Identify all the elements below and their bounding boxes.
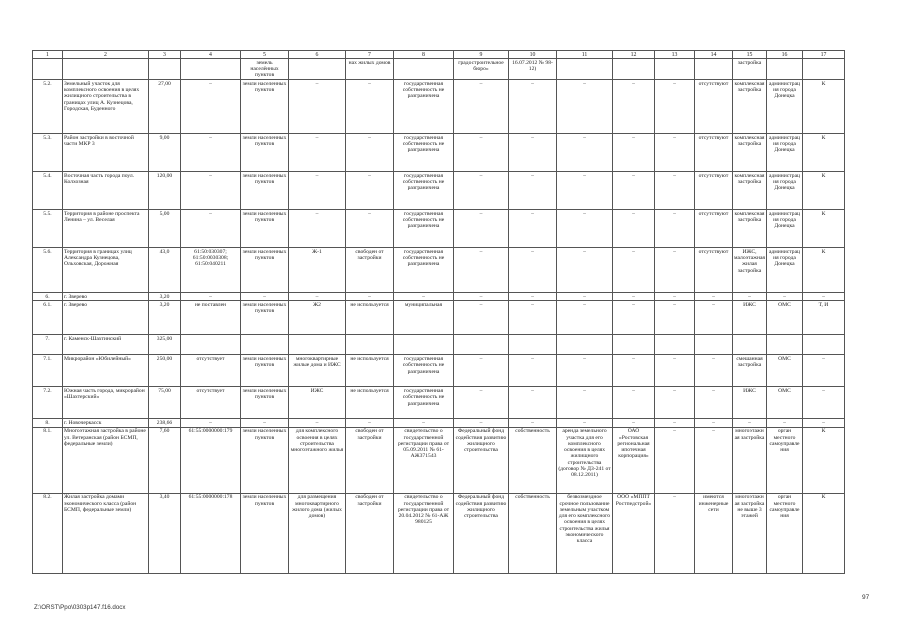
table-row (33, 387, 845, 419)
table-cell: свободен от застройки (346, 493, 394, 573)
table-cell: государственная собственность не разграничена (394, 172, 454, 210)
table-cell: комплексная застройка (733, 134, 767, 172)
table-cell: – (509, 248, 557, 293)
table-cell (181, 59, 241, 80)
table-cell: – (454, 387, 509, 419)
table-row (33, 59, 845, 80)
table-row (33, 355, 845, 387)
table-cell: К (803, 493, 845, 573)
table-cell: – (241, 293, 289, 301)
table-cell: Жилая застройка домами экономического класса (район БСМП, федеральные земли) (63, 493, 149, 573)
table-cell: – (733, 419, 767, 427)
table-cell: государственная собственность не разграничена (394, 387, 454, 419)
table-cell: – (613, 387, 655, 419)
table-cell (695, 335, 733, 355)
table-row (33, 493, 845, 573)
table-cell: 5,00 (149, 210, 181, 248)
table-cell: – (733, 293, 767, 301)
table-cell: – (509, 134, 557, 172)
table-cell: 5.3. (33, 134, 63, 172)
document-file-path: Z:\ORST\Ppo\0303p147.f16.docx (34, 604, 126, 611)
table-cell: Федеральный фонд содействия развитию жилищного строительства (454, 493, 509, 573)
table-cell: отсутствуют (695, 80, 733, 134)
table-cell: – (346, 419, 394, 427)
table-cell: – (557, 172, 613, 210)
table-cell: – (557, 293, 613, 301)
table-cell: – (454, 355, 509, 387)
table-cell: Территория в районе проспекта Ленина – ул. Веселая (63, 210, 149, 248)
table-cell: г. Каменск-Шахтинский (63, 335, 149, 355)
table-cell: 8. (33, 419, 63, 427)
table-cell: 238,66 (149, 419, 181, 427)
table-cell (394, 59, 454, 80)
table-cell: – (289, 419, 346, 427)
table-cell: – (695, 293, 733, 301)
table-cell: – (557, 80, 613, 134)
table-cell: отсутствуют (695, 172, 733, 210)
table-cell: земли населенных пунктов (241, 427, 289, 493)
table-cell: государственная собственность не разграничена (394, 80, 454, 134)
table-cell: имеются инженерные сети (695, 493, 733, 573)
table-cell: земель населённых пунктов (241, 59, 289, 80)
table-cell: – (557, 248, 613, 293)
table-cell: государственная собственность не разграничена (394, 210, 454, 248)
table-cell (241, 335, 289, 355)
table-cell (509, 335, 557, 355)
table-cell: отсутствует (181, 355, 241, 387)
column-number-cell: 6 (289, 51, 346, 59)
table-cell: земли населенных пунктов (241, 301, 289, 335)
table-cell: ИЖС (733, 387, 767, 419)
table-cell: земли населенных пунктов (241, 210, 289, 248)
column-number-cell: 17 (803, 51, 845, 59)
table-row (33, 248, 845, 293)
table-cell: – (557, 301, 613, 335)
table-cell (289, 59, 346, 80)
table-cell: градостроительное бюро» (454, 59, 509, 80)
table-cell: нах жилых домов (346, 59, 394, 80)
page-number: 97 (862, 594, 870, 601)
table-cell: собственность (509, 493, 557, 573)
table-cell: 325,00 (149, 335, 181, 355)
table-cell (33, 59, 63, 80)
table-cell: 75,00 (149, 387, 181, 419)
table-cell: – (454, 134, 509, 172)
column-number-cell: 11 (557, 51, 613, 59)
table-cell (803, 335, 845, 355)
table-cell: администрация города Донецка (767, 80, 803, 134)
table-cell: – (346, 293, 394, 301)
table-cell: не используется (346, 301, 394, 335)
table-cell (63, 59, 149, 80)
table-cell: – (454, 419, 509, 427)
table-cell: ИЖС (289, 387, 346, 419)
table-cell: 27,00 (149, 80, 181, 134)
table-cell: – (695, 427, 733, 493)
column-number-cell: 3 (149, 51, 181, 59)
table-cell: 3,20 (149, 293, 181, 301)
table-cell: отсутствуют (695, 210, 733, 248)
table-cell: орган местного самоуправления (767, 493, 803, 573)
table-cell: ИЖС (733, 301, 767, 335)
table-cell: – (655, 355, 695, 387)
table-cell: земли населенных пунктов (241, 80, 289, 134)
table-cell: – (655, 134, 695, 172)
table-cell: – (655, 427, 695, 493)
table-cell: Территория в границах улиц Александра Кузнецова, Ольховская, Дорожная (63, 248, 149, 293)
table-cell: – (509, 80, 557, 134)
table-cell: – (289, 80, 346, 134)
table-cell: – (454, 80, 509, 134)
table-cell: – (655, 293, 695, 301)
table-cell: – (557, 419, 613, 427)
land-plots-table (32, 50, 845, 574)
table-cell (803, 59, 845, 80)
table-cell: земли населенных пунктов (241, 172, 289, 210)
table-row (33, 172, 845, 210)
table-cell: – (181, 419, 241, 427)
table-row (33, 301, 845, 335)
table-cell: 5.4. (33, 172, 63, 210)
table-cell: К (803, 248, 845, 293)
table-cell: многоэтажная застройка не выше 3 этажей (733, 493, 767, 573)
table-cell: – (655, 419, 695, 427)
table-cell: 3,20 (149, 301, 181, 335)
table-cell: – (509, 293, 557, 301)
table-cell: свидетельство о государственной регистрации права от 20.04.2012 № 61-АЖ 980125 (394, 493, 454, 573)
table-cell: 7.2. (33, 387, 63, 419)
table-cell: ОАО «Ростовская региональная ипотечная корпорация» (613, 427, 655, 493)
column-number-cell: 16 (767, 51, 803, 59)
table-cell: – (613, 355, 655, 387)
table-cell: 7.1. (33, 355, 63, 387)
column-number-cell: 5 (241, 51, 289, 59)
table-cell: 61:55:0000000:178 (181, 493, 241, 573)
table-cell: 8.1. (33, 427, 63, 493)
table-cell: Южная часть города, микрорайон «Шахтерский» (63, 387, 149, 419)
table-cell: свободен от застройки (346, 427, 394, 493)
table-cell: государственная собственность не разграничена (394, 355, 454, 387)
table-cell: – (613, 210, 655, 248)
table-cell: – (613, 80, 655, 134)
table-cell: свидетельство о государственной регистрации права от 05.09.2011 № 61-АЖ371543 (394, 427, 454, 493)
table-cell: Земельный участок для комплексного освоения в целях жилищного строительства в границах улиц А. Кузнецова, Городская, Буденного (63, 80, 149, 134)
table-cell: ОМС (767, 301, 803, 335)
table-cell: земли населенных пунктов (241, 355, 289, 387)
table-cell: комплексная застройка (733, 172, 767, 210)
table-cell: – (346, 210, 394, 248)
table-cell: – (557, 134, 613, 172)
table-cell: собственность (509, 427, 557, 493)
table-cell: 8.2. (33, 493, 63, 573)
table-row (33, 293, 845, 301)
table-cell: – (181, 210, 241, 248)
table-cell: – (613, 419, 655, 427)
table-cell: смешанная застройка (733, 355, 767, 387)
table-cell: – (803, 419, 845, 427)
column-number-cell: 7 (346, 51, 394, 59)
table-cell: 5.6. (33, 248, 63, 293)
table-cell: – (655, 172, 695, 210)
table-cell: комплексная застройка (733, 210, 767, 248)
table-cell: 7,60 (149, 427, 181, 493)
table-cell (557, 59, 613, 80)
table-cell (613, 335, 655, 355)
table-cell: – (655, 301, 695, 335)
table-cell: – (509, 355, 557, 387)
table-cell: К (803, 172, 845, 210)
table-cell: комплексная застройка (733, 80, 767, 134)
table-cell (394, 335, 454, 355)
table-cell: – (181, 134, 241, 172)
table-cell: – (289, 210, 346, 248)
table-cell: – (695, 387, 733, 419)
table-cell: – (613, 134, 655, 172)
table-cell: 3,40 (149, 493, 181, 573)
table-cell: – (181, 172, 241, 210)
table-cell: – (509, 172, 557, 210)
table-cell: – (655, 80, 695, 134)
table-cell: г. Зверево (63, 301, 149, 335)
table-cell: – (613, 248, 655, 293)
table-cell: 6. (33, 293, 63, 301)
table-cell: ОМС (767, 355, 803, 387)
table-cell: – (241, 419, 289, 427)
table-cell: аренда земельного участка для его комплексного освоения в целях жилищного строительства (договор № ДЗ-241 от 08.12.2011) (557, 427, 613, 493)
table-cell: – (454, 301, 509, 335)
table-cell: 5.2. (33, 80, 63, 134)
column-number-cell: 12 (613, 51, 655, 59)
table-cell: ОМС (767, 387, 803, 419)
table-cell (655, 335, 695, 355)
table-cell: государственная собственность не разграничена (394, 134, 454, 172)
table-cell: г. Новочеркасск (63, 419, 149, 427)
column-number-cell: 4 (181, 51, 241, 59)
table-cell: – (695, 301, 733, 335)
table-cell (655, 59, 695, 80)
table-cell: – (803, 387, 845, 419)
column-number-cell: 14 (695, 51, 733, 59)
table-cell: 61:50:030307; 61:50:0030308; 61:50:040211 (181, 248, 241, 293)
table-cell: не поставлен (181, 301, 241, 335)
table-cell: – (289, 293, 346, 301)
table-row (33, 427, 845, 493)
table-cell (733, 335, 767, 355)
table-cell: муниципальная (394, 301, 454, 335)
table-cell: – (346, 172, 394, 210)
table-cell: администрация города Донецка (767, 134, 803, 172)
table-cell: – (557, 210, 613, 248)
table-cell: Ж2 (289, 301, 346, 335)
table-cell (181, 335, 241, 355)
table-cell: К (803, 80, 845, 134)
table-cell: – (695, 419, 733, 427)
table-cell: Восточная часть города поул. Колхозная (63, 172, 149, 210)
table-cell: 61:55:0000000:179 (181, 427, 241, 493)
table-header-row (33, 51, 845, 59)
table-cell: государственная собственность не разграничена (394, 248, 454, 293)
table-cell (767, 335, 803, 355)
column-number-cell: 9 (454, 51, 509, 59)
table-cell: – (613, 172, 655, 210)
table-cell: – (289, 172, 346, 210)
table-cell: К (803, 210, 845, 248)
table-cell: К (803, 134, 845, 172)
table-cell: г. Зверево (63, 293, 149, 301)
table-cell (289, 335, 346, 355)
table-cell: – (181, 293, 241, 301)
table-cell: земли населенных пунктов (241, 248, 289, 293)
table-cell: Многоэтажная застройка в районе ул. Ветеранская (район БСМП, федеральные земли) (63, 427, 149, 493)
table-cell: администрация города Донецка (767, 172, 803, 210)
table-cell: для комплексного освоения в целях строительства многоэтажного жилья (289, 427, 346, 493)
table-cell: – (346, 134, 394, 172)
table-cell: – (509, 210, 557, 248)
column-number-cell: 13 (655, 51, 695, 59)
table-cell: 43,0 (149, 248, 181, 293)
table-cell: для размещения многоквартирного жилого дома (жилых домов) (289, 493, 346, 573)
table-cell (149, 59, 181, 80)
table-cell: – (394, 293, 454, 301)
table-cell (767, 59, 803, 80)
table-cell: – (454, 210, 509, 248)
table-cell: – (181, 80, 241, 134)
table-cell: ООО «МППТ Ростпедстрой» (613, 493, 655, 573)
table-cell: администрация города Донецка (767, 210, 803, 248)
table-cell: Район застройки в восточной части МКР 3 (63, 134, 149, 172)
table-cell: 16.07.2012 № 98-12) (509, 59, 557, 80)
table-cell: земли населенных пунктов (241, 387, 289, 419)
table-cell: отсутствуют (695, 134, 733, 172)
column-number-cell: 8 (394, 51, 454, 59)
table-row (33, 134, 845, 172)
table-cell: – (655, 493, 695, 573)
table-cell: – (655, 248, 695, 293)
table-cell: – (509, 301, 557, 335)
table-cell: – (557, 387, 613, 419)
table-cell: свободен от застройки (346, 248, 394, 293)
table-cell: – (803, 355, 845, 387)
table-cell (346, 335, 394, 355)
table-cell: – (454, 293, 509, 301)
table-cell: – (454, 172, 509, 210)
table-cell: отсутствуют (695, 248, 733, 293)
table-cell: 9,00 (149, 134, 181, 172)
table-row (33, 80, 845, 134)
table-cell: застройка (733, 59, 767, 80)
table-cell: Микрорайон «Юбилейный» (63, 355, 149, 387)
table-cell: 6.1. (33, 301, 63, 335)
table-cell: – (509, 387, 557, 419)
table-cell: – (767, 419, 803, 427)
table-cell: 250,00 (149, 355, 181, 387)
table-cell: – (613, 293, 655, 301)
table-row (33, 210, 845, 248)
table-cell (613, 59, 655, 80)
table-cell: – (655, 210, 695, 248)
table-cell: – (557, 355, 613, 387)
table-cell: орган местного самоуправления (767, 427, 803, 493)
table-cell: земли населенных пунктов (241, 493, 289, 573)
table-cell: не используется (346, 387, 394, 419)
column-number-cell: 15 (733, 51, 767, 59)
table-cell (557, 335, 613, 355)
table-cell: – (613, 301, 655, 335)
table-cell: ИЖС, малоэтажная жилая застройка (733, 248, 767, 293)
table-cell: администрация города Донецка (767, 248, 803, 293)
table-cell: – (767, 293, 803, 301)
table-cell: 5.5. (33, 210, 63, 248)
table-cell: – (803, 293, 845, 301)
table-cell: отсутствует (181, 387, 241, 419)
table-cell: – (655, 387, 695, 419)
column-number-cell: 10 (509, 51, 557, 59)
column-number-cell: 1 (33, 51, 63, 59)
table-cell: 120,00 (149, 172, 181, 210)
table-cell: – (289, 134, 346, 172)
table-cell: К (803, 427, 845, 493)
table-cell: – (394, 419, 454, 427)
table-cell: Т, И (803, 301, 845, 335)
table-cell: многоэтажная застройка (733, 427, 767, 493)
table-cell: Федеральный фонд содействия развитию жилищного строительства (454, 427, 509, 493)
column-number-cell: 2 (63, 51, 149, 59)
table-cell: – (454, 248, 509, 293)
table-row (33, 335, 845, 355)
table-cell: земли населенных пунктов (241, 134, 289, 172)
table-cell: – (695, 355, 733, 387)
table-cell: не используется (346, 355, 394, 387)
table-cell (454, 335, 509, 355)
table-row (33, 419, 845, 427)
table-cell (695, 59, 733, 80)
table-cell: 7. (33, 335, 63, 355)
table-cell: многоквартирные жилые дома и ИЖС (289, 355, 346, 387)
table-cell: – (346, 80, 394, 134)
table-cell: Ж-1 (289, 248, 346, 293)
table-cell: – (509, 419, 557, 427)
table-cell: безвозмездное срочное пользование земельным участком для его комплексного освоения в целях строительства жилья экономического класса (557, 493, 613, 573)
